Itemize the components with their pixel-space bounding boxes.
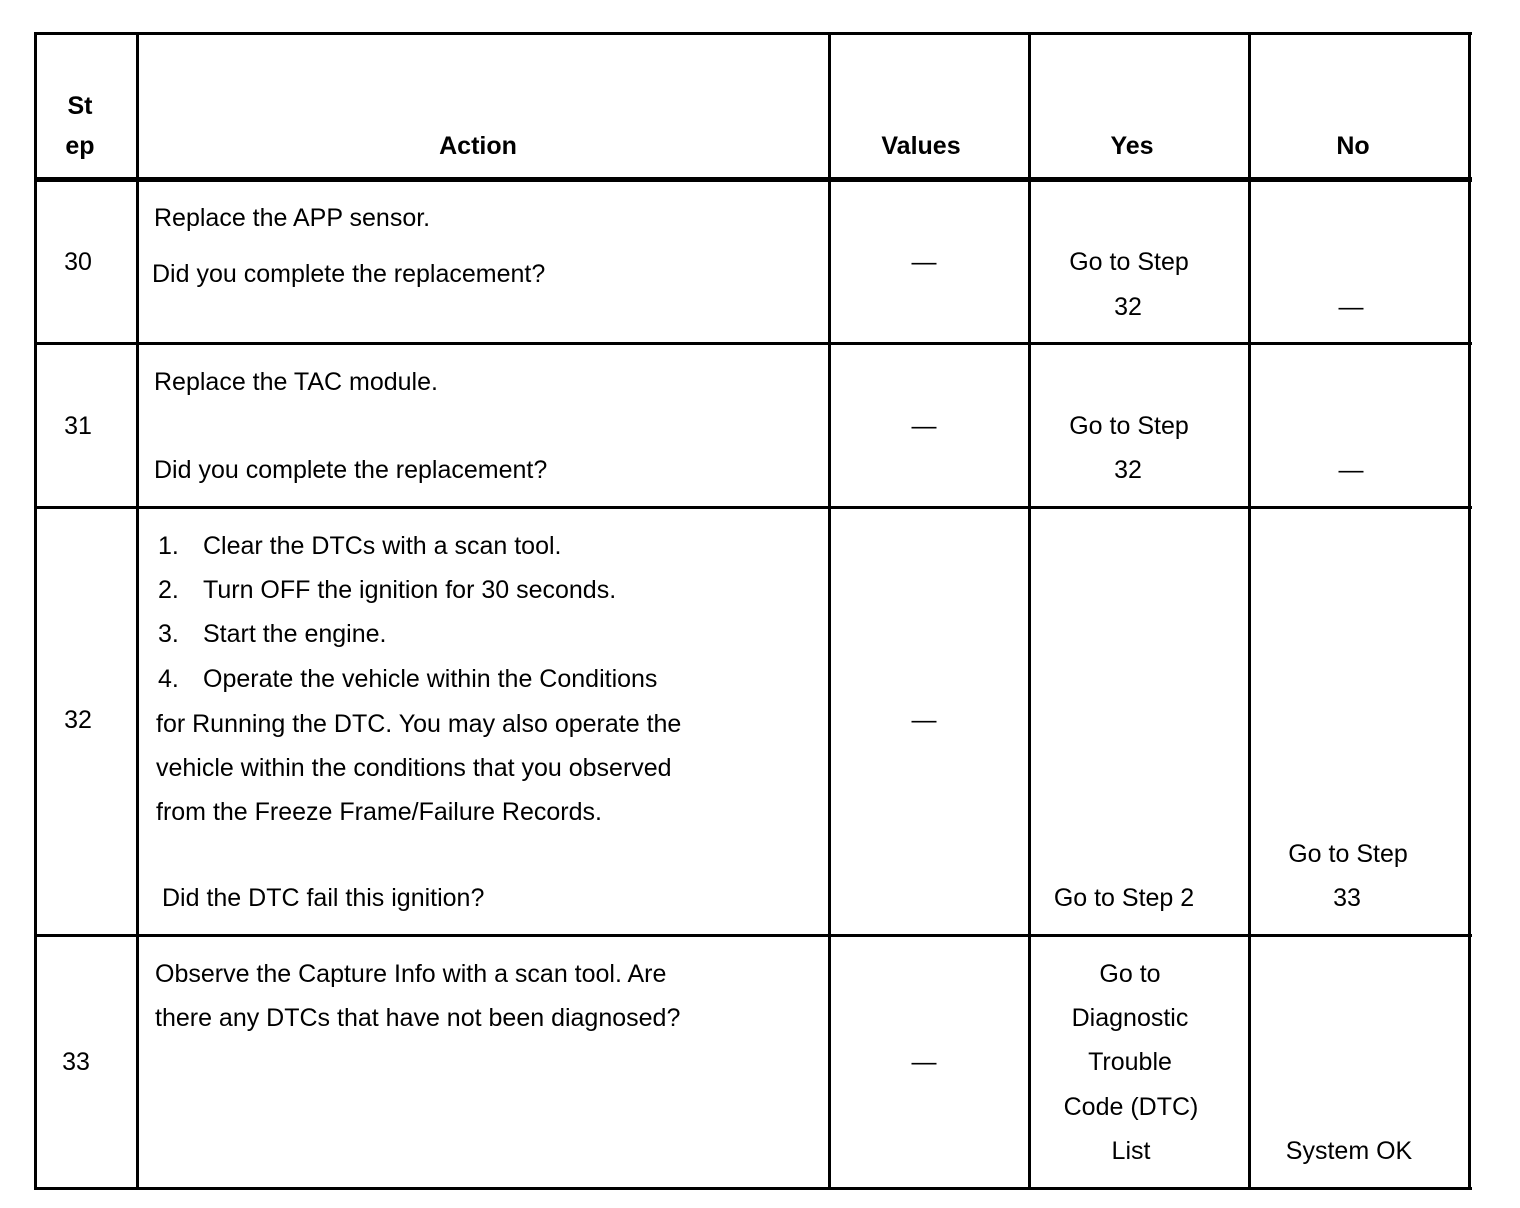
yes-cell-line2: Diagnostic (1071, 1004, 1189, 1032)
step-number: 31 (64, 412, 92, 440)
list-item-number: 2. (158, 576, 179, 604)
yes-cell-line4: Code (DTC) (1063, 1093, 1199, 1121)
row-separator (35, 506, 1472, 509)
action-text: from the Freeze Frame/Failure Records. (156, 798, 602, 826)
header-yes: Yes (1110, 132, 1154, 160)
action-text: for Running the DTC. You may also operate the (156, 710, 682, 738)
yes-cell-line3: Trouble (1088, 1048, 1172, 1076)
step-number: 30 (64, 248, 92, 276)
yes-cell-line5: List (1111, 1137, 1151, 1165)
action-text: Replace the TAC module. (154, 368, 438, 396)
row-separator (35, 342, 1472, 345)
action-text: vehicle within the conditions that you observed (156, 754, 672, 782)
values-cell: — (911, 706, 937, 734)
list-item-number: 3. (158, 620, 179, 648)
table-border-top (35, 32, 1472, 35)
column-separator (1028, 32, 1031, 1190)
list-item-number: 4. (158, 665, 179, 693)
values-cell: — (911, 248, 937, 276)
header-no: No (1336, 132, 1370, 160)
yes-cell-line2: 32 (1114, 456, 1142, 484)
header-step-line1: St (67, 92, 93, 120)
action-question: Did you complete the replacement? (152, 260, 546, 288)
no-cell: — (1338, 293, 1364, 321)
list-item-text: Start the engine. (203, 620, 387, 648)
header-separator (35, 177, 1472, 182)
column-border-right (1468, 32, 1471, 1190)
row-separator (35, 934, 1472, 937)
yes-cell-line1: Go to Step (1069, 248, 1189, 276)
header-values: Values (881, 132, 961, 160)
action-text: there any DTCs that have not been diagnosed? (155, 1004, 681, 1032)
column-separator (136, 32, 139, 1190)
header-action: Action (439, 132, 517, 160)
action-question: Did the DTC fail this ignition? (162, 884, 485, 912)
column-border-left (34, 32, 37, 1190)
step-number: 33 (62, 1048, 90, 1076)
action-question: Did you complete the replacement? (154, 456, 548, 484)
header-step-line2: ep (65, 132, 95, 160)
yes-cell-line1: Go to Step (1069, 412, 1189, 440)
no-cell-line1: Go to Step (1288, 840, 1408, 868)
values-cell: — (911, 1048, 937, 1076)
action-text: Observe the Capture Info with a scan tool. Are (155, 960, 667, 988)
no-cell-line2: 33 (1333, 884, 1361, 912)
values-cell: — (911, 412, 937, 440)
action-text: Replace the APP sensor. (154, 204, 431, 232)
column-separator (1248, 32, 1251, 1190)
yes-cell-line2: 32 (1114, 293, 1142, 321)
yes-cell: Go to Step 2 (1053, 884, 1195, 912)
yes-cell-line1: Go to (1099, 960, 1161, 988)
column-separator (828, 32, 831, 1190)
list-item-text: Operate the vehicle within the Conditions (203, 665, 658, 693)
list-item-text: Clear the DTCs with a scan tool. (203, 532, 562, 560)
step-number: 32 (64, 706, 92, 734)
no-cell: — (1338, 456, 1364, 484)
table-border-bottom (35, 1187, 1472, 1190)
list-item-text: Turn OFF the ignition for 30 seconds. (203, 576, 617, 604)
list-item-number: 1. (158, 532, 179, 560)
no-cell: System OK (1285, 1137, 1413, 1165)
